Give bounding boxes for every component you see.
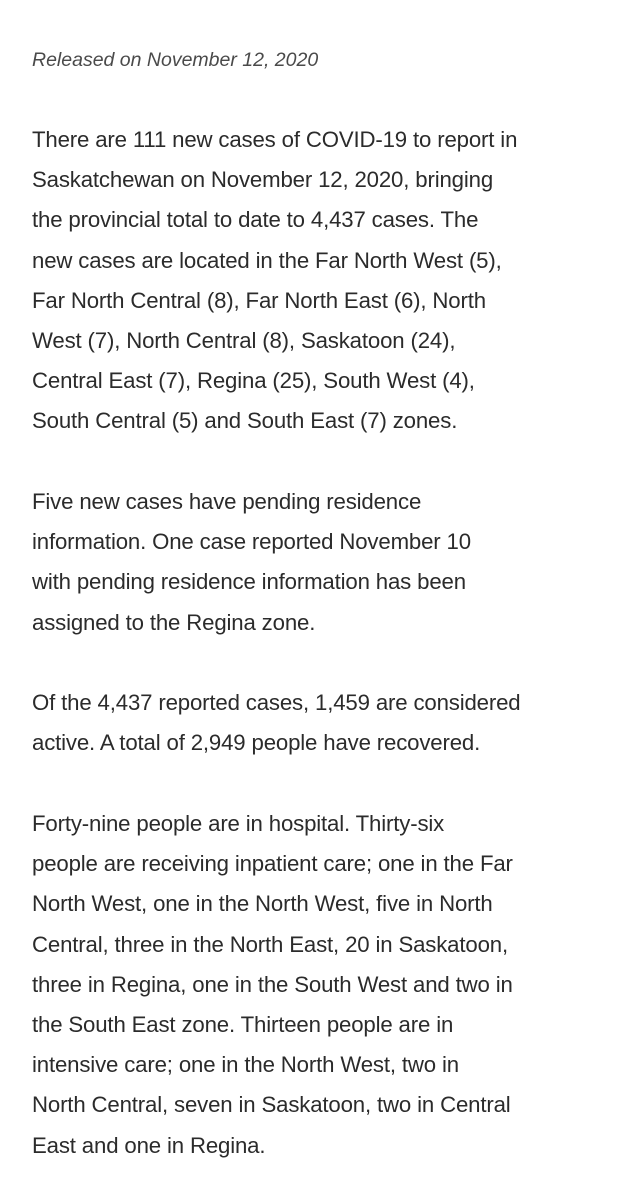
paragraph-line: Central, three in the North East, 20 in Saskatoon, (32, 931, 508, 957)
paragraph-line: North West, one in the North West, five in North (32, 891, 493, 917)
paragraph-line: with pending residence information has been (32, 569, 466, 595)
paragraph-line: people are receiving inpatient care; one in the Far (32, 851, 513, 877)
paragraph-line: the South East zone. Thirteen people are in (32, 1012, 454, 1038)
paragraph-line: East and one in Regina. (32, 1132, 266, 1158)
paragraph-line: information. One case reported November 10 (32, 529, 471, 555)
paragraph-line: Of the 4,437 reported cases, 1,459 are considered (32, 690, 521, 715)
paragraph-hospitalizations (32, 804, 513, 1166)
paragraph-new-cases (32, 120, 517, 442)
paragraph-line: Forty-nine people are in hospital. Thirty-six (32, 811, 445, 836)
paragraph-line: assigned to the Regina zone. (32, 609, 316, 635)
paragraph-line: North Central, seven in Saskatoon, two in Central (32, 1092, 511, 1118)
paragraph-pending-residence (32, 482, 471, 643)
paragraph-line: new cases are located in the Far North West (5), (32, 247, 502, 273)
paragraph-line: South Central (5) and South East (7) zones. (32, 408, 458, 434)
paragraph-active-recovered (32, 683, 521, 763)
paragraph-line: active. A total of 2,949 people have recovered. (32, 730, 481, 756)
paragraph-line: intensive care; one in the North West, two in (32, 1052, 459, 1078)
paragraph-line: Far North Central (8), Far North East (6), North (32, 287, 486, 313)
paragraph-line: Five new cases have pending residence (32, 489, 422, 514)
paragraph-line: Central East (7), Regina (25), South West (4), (32, 368, 475, 394)
paragraph-line: Saskatchewan on November 12, 2020, bringing (32, 167, 494, 193)
paragraph-line: the provincial total to date to 4,437 cases. The (32, 207, 479, 233)
paragraph-line: three in Regina, one in the South West and two in (32, 971, 513, 997)
paragraph-line: West (7), North Central (8), Saskatoon (24), (32, 328, 456, 354)
paragraph-line: There are 111 new cases of COVID-19 to report in (32, 127, 518, 152)
release-date: Released on November 12, 2020 (32, 49, 319, 71)
